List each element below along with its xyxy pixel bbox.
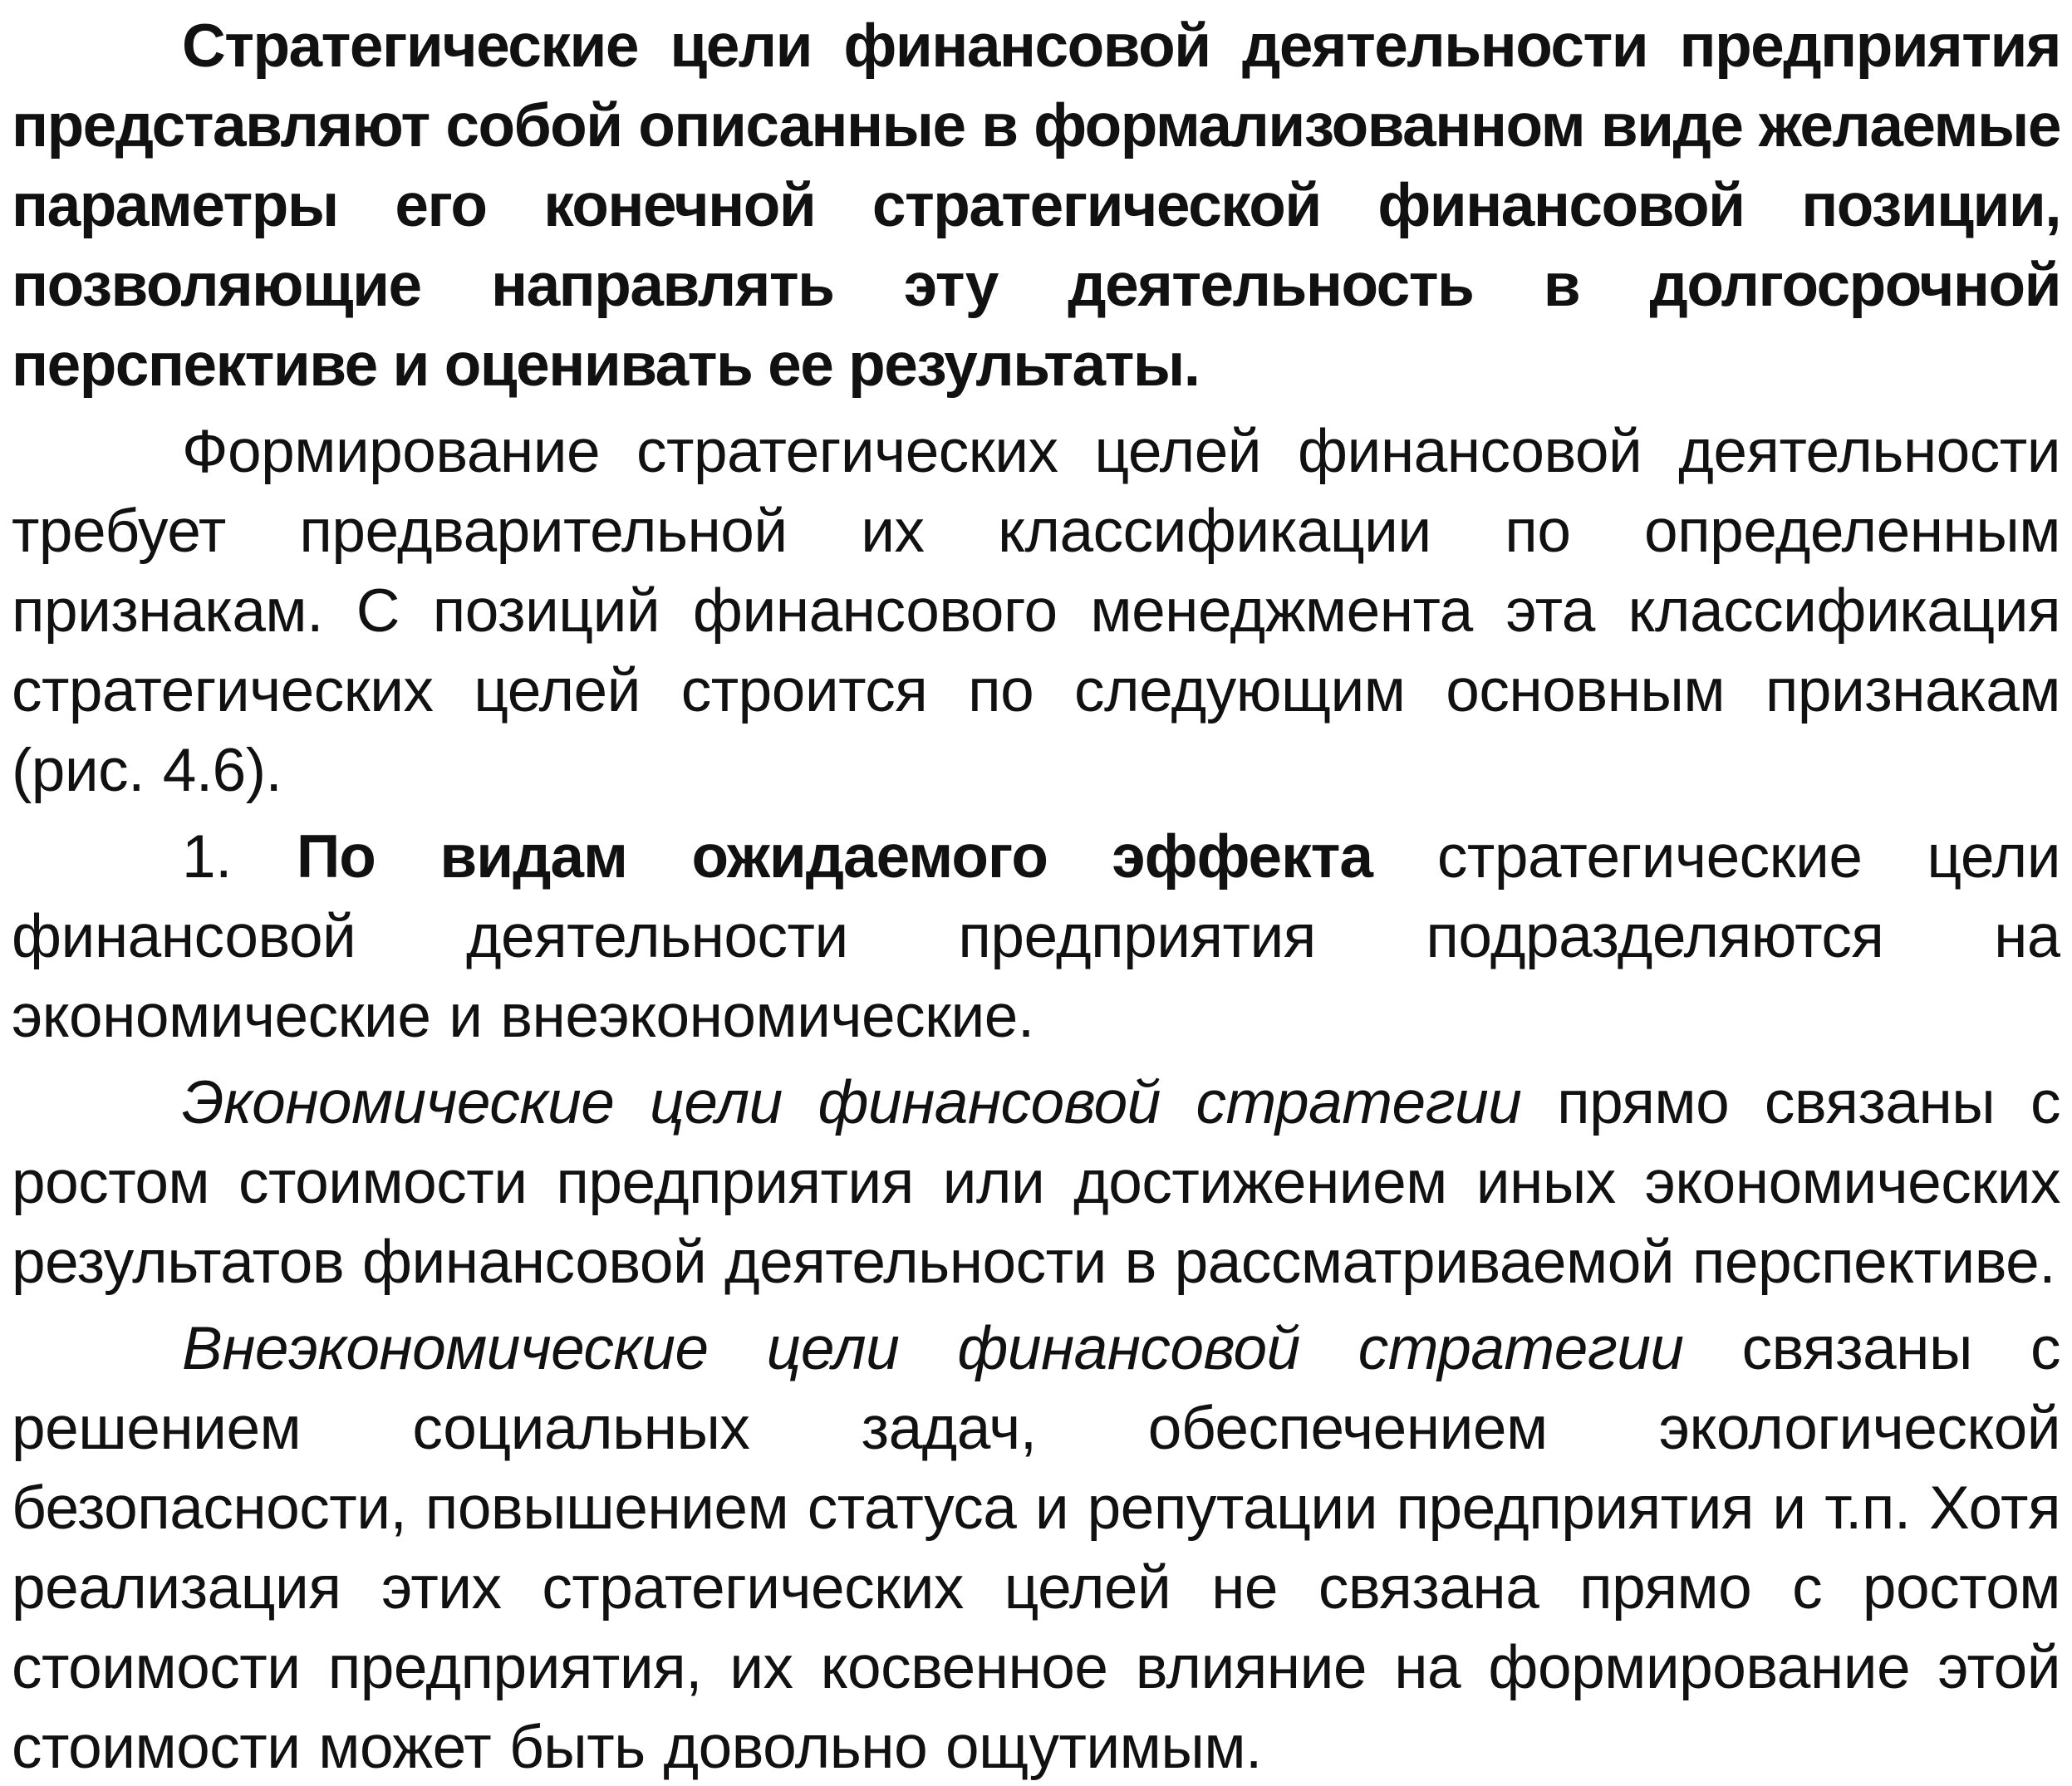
- classification-intro-text: Формирование стратегических целей финансовой деятельности требует предварительной их классификации по определенным признакам. С позиций финансового менеджмента эта классификация стратегических целей строится по следующим основным признакам (рис. 4.6).: [12, 418, 2060, 804]
- criterion-number: 1.: [182, 823, 232, 891]
- non-economic-goals-text: связаны с решением социальных задач, обеспечением экологической безопасности, повышением статуса и репутации предприятия и т.п. Хотя реализация этих стратегических целей не связана прямо с ростом стоимости предприятия, их косвенное влияние на формирование этой стоимости может быть довольно ощутимым.: [12, 1315, 2060, 1781]
- definition-text: Стратегические цели финансовой деятельности предприятия представляют собой описанные в формализованном виде желаемые параметры его конечной стратегической финансовой позиции, позволяющие направлять эту деятельность в долгосрочной перспективе и оценивать ее результаты.: [12, 12, 2060, 399]
- document-page: [12, 7, 2060, 1784]
- criterion-text: стратегические цели финансовой деятельности предприятия подразделяются на экономические и внеэкономические.: [12, 823, 2060, 1050]
- paragraph-criterion-1: [12, 817, 2060, 1057]
- paragraph-classification-intro: [12, 412, 2060, 811]
- criterion-title: По видам ожидаемого эффекта: [296, 823, 1372, 891]
- economic-goals-text: прямо связаны с ростом стоимости предприятия или достижением иных экономических результатов финансовой деятельности в рассматриваемой перспективе.: [12, 1069, 2060, 1296]
- economic-goals-term: Экономические цели финансовой стратегии: [182, 1069, 1522, 1136]
- non-economic-goals-term: Внеэкономические цели финансовой стратегии: [182, 1315, 1684, 1382]
- paragraph-economic-goals: [12, 1063, 2060, 1303]
- paragraph-definition: [12, 7, 2060, 405]
- paragraph-non-economic-goals: [12, 1309, 2060, 1784]
